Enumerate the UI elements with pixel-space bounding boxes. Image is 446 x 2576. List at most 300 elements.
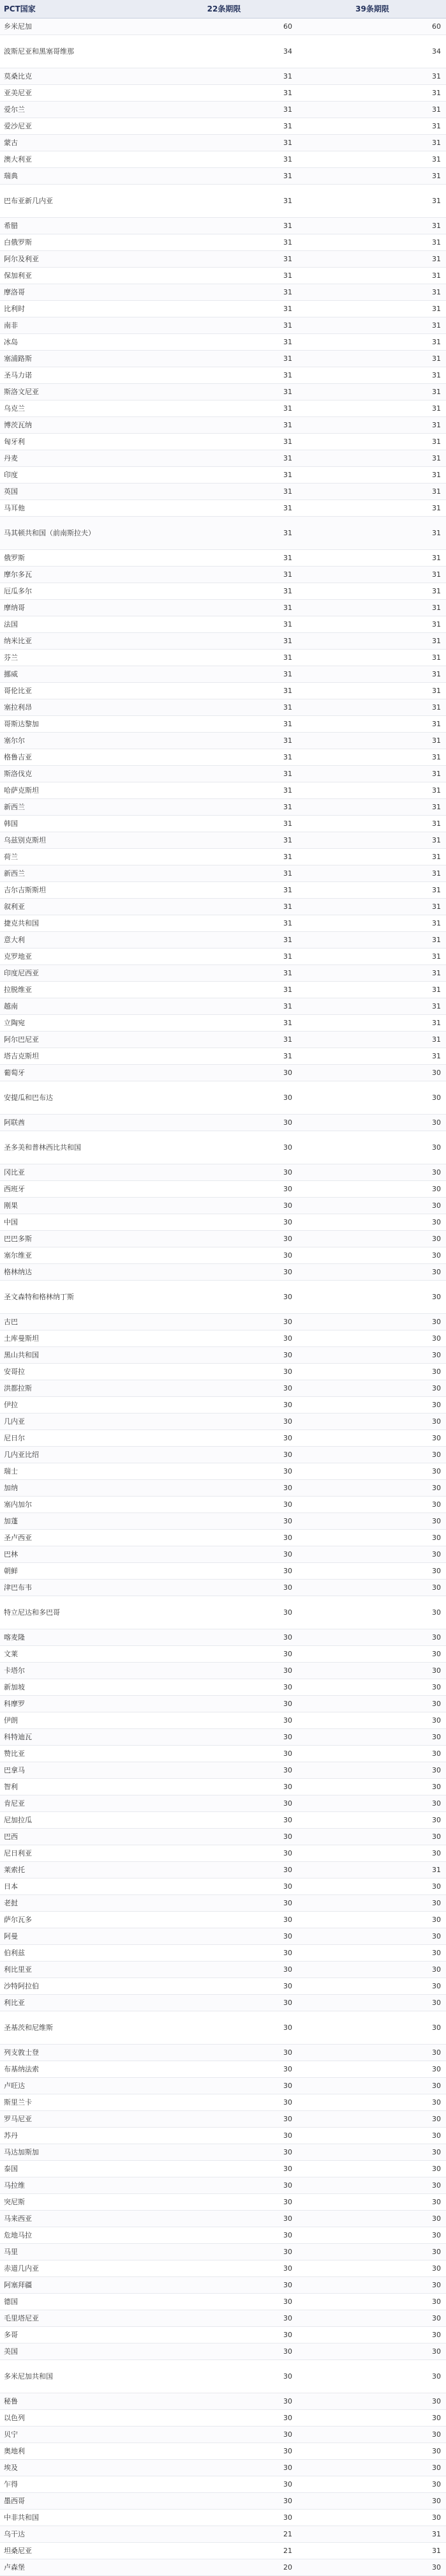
table-row — [0, 1479, 446, 1496]
article-22-deadline-cell: 30 — [283, 2131, 292, 2140]
table-row — [0, 998, 446, 1014]
article-22-deadline-cell: 31 — [283, 1035, 292, 1044]
article-22-deadline-cell: 30 — [283, 1068, 292, 1077]
country-cell: 圣文森特和格林纳丁斯 — [4, 1293, 74, 1301]
article-22-deadline-cell: 31 — [283, 885, 292, 894]
article-22-deadline-cell: 30 — [283, 2430, 292, 2439]
article-22-deadline-cell: 30 — [283, 2513, 292, 2522]
country-cell: 老挝 — [4, 1899, 18, 1907]
table-row — [0, 815, 446, 832]
article-22-deadline-cell: 30 — [283, 1533, 292, 1542]
country-cell: 博茨瓦纳 — [4, 421, 32, 429]
article-39-deadline-cell: 30 — [432, 2098, 441, 2107]
table-row — [0, 2110, 446, 2127]
country-cell: 阿联酋 — [4, 1118, 25, 1127]
article-22-deadline-cell: 31 — [283, 470, 292, 479]
article-39-deadline-cell: 31 — [432, 2546, 441, 2555]
article-39-deadline-cell: 30 — [432, 1143, 441, 1152]
table-row — [0, 350, 446, 367]
table-row — [0, 1695, 446, 1712]
country-cell: 乡米尼加 — [4, 22, 32, 31]
table-row — [0, 2127, 446, 2144]
article-39-deadline-cell: 31 — [432, 736, 441, 745]
article-39-deadline-cell: 31 — [432, 869, 441, 878]
table-row — [0, 2160, 446, 2177]
country-cell: 厄瓜多尔 — [4, 587, 32, 595]
article-22-deadline-cell: 31 — [283, 935, 292, 944]
table-row — [0, 1413, 446, 1429]
article-22-deadline-cell: 31 — [283, 171, 292, 180]
country-cell: 多哥 — [4, 2331, 18, 2339]
article-39-deadline-cell: 30 — [432, 1383, 441, 1392]
article-39-deadline-cell: 31 — [432, 1018, 441, 1027]
article-39-deadline-cell: 31 — [432, 138, 441, 147]
table-row — [0, 1579, 446, 1596]
article-22-deadline-cell: 30 — [283, 2164, 292, 2173]
table-row — [0, 1363, 446, 1380]
table-row — [0, 2359, 446, 2393]
table-row — [0, 1562, 446, 1579]
article-22-deadline-cell: 31 — [283, 786, 292, 795]
table-row — [0, 2144, 446, 2160]
table-row — [0, 1131, 446, 1164]
article-39-deadline-cell: 31 — [432, 155, 441, 164]
article-39-deadline-cell: 34 — [432, 47, 441, 56]
table-row — [0, 1944, 446, 1961]
table-row — [0, 699, 446, 715]
table-row — [0, 1463, 446, 1479]
country-cell: 白俄罗斯 — [4, 238, 32, 247]
country-cell: 斯里兰卡 — [4, 2098, 32, 2107]
article-39-deadline-cell: 31 — [432, 752, 441, 761]
table-row — [0, 964, 446, 981]
country-cell: 捷克共和国 — [4, 919, 39, 927]
table-row — [0, 1230, 446, 1247]
country-cell: 立陶宛 — [4, 1019, 25, 1027]
table-row — [0, 981, 446, 998]
table-row — [0, 2443, 446, 2459]
country-cell: 哥斯达黎加 — [4, 720, 39, 728]
article-22-deadline-cell: 30 — [283, 2197, 292, 2206]
article-39-deadline-cell: 30 — [432, 1932, 441, 1940]
article-22-deadline-cell: 30 — [283, 1367, 292, 1376]
country-cell: 苏丹 — [4, 2131, 18, 2140]
table-row — [0, 1048, 446, 1064]
article-39-deadline-cell: 60 — [432, 22, 441, 31]
country-cell: 罗马尼亚 — [4, 2115, 32, 2123]
article-39-deadline-cell: 30 — [432, 1433, 441, 1442]
table-row — [0, 317, 446, 333]
article-39-deadline-cell: 30 — [432, 1516, 441, 1525]
table-row — [0, 383, 446, 400]
article-39-deadline-cell: 30 — [432, 1898, 441, 1907]
article-39-deadline-cell: 30 — [432, 1334, 441, 1343]
table-row — [0, 1728, 446, 1745]
article-22-deadline-cell: 31 — [283, 503, 292, 512]
table-row — [0, 2193, 446, 2210]
table-row — [0, 1961, 446, 1978]
article-39-deadline-cell: 30 — [432, 2181, 441, 2190]
article-39-deadline-cell: 31 — [432, 470, 441, 479]
article-22-deadline-cell: 31 — [283, 835, 292, 844]
country-cell: 喀麦隆 — [4, 1633, 25, 1642]
table-row — [0, 1064, 446, 1081]
article-39-deadline-cell: 31 — [432, 918, 441, 927]
table-row — [0, 1496, 446, 1513]
article-22-deadline-cell: 30 — [283, 2114, 292, 2123]
country-cell: 澳大利亚 — [4, 155, 32, 164]
article-39-deadline-cell: 30 — [432, 2513, 441, 2522]
table-row — [0, 84, 446, 101]
table-row — [0, 450, 446, 466]
table-row — [0, 483, 446, 499]
article-39-deadline-cell: 30 — [432, 1732, 441, 1741]
country-cell: 巴拿马 — [4, 1766, 25, 1774]
article-22-deadline-cell: 30 — [283, 1915, 292, 1924]
article-22-deadline-cell: 31 — [283, 918, 292, 927]
article-39-deadline-cell: 30 — [432, 1716, 441, 1725]
country-cell: 安哥拉 — [4, 1368, 25, 1376]
country-cell: 哥伦比亚 — [4, 687, 32, 695]
country-cell: 比利时 — [4, 305, 25, 313]
country-cell: 萨尔瓦多 — [4, 1916, 32, 1924]
article-39-deadline-cell: 30 — [432, 2372, 441, 2381]
article-39-deadline-cell: 30 — [432, 2330, 441, 2339]
country-cell: 阿曼 — [4, 1932, 18, 1940]
table-row — [0, 666, 446, 682]
article-22-deadline-cell: 31 — [283, 238, 292, 247]
country-cell: 布基纳法索 — [4, 2065, 39, 2073]
article-39-deadline-cell: 30 — [432, 1467, 441, 1475]
article-22-deadline-cell: 30 — [283, 1483, 292, 1492]
country-cell: 洪都拉斯 — [4, 1384, 32, 1392]
article-22-deadline-cell: 31 — [283, 221, 292, 230]
article-22-deadline-cell: 31 — [283, 736, 292, 745]
article-39-deadline-cell: 30 — [432, 2413, 441, 2422]
table-row — [0, 649, 446, 666]
article-39-deadline-cell: 30 — [432, 2446, 441, 2455]
table-row — [0, 2094, 446, 2110]
country-cell: 希腊 — [4, 222, 18, 230]
country-cell: 刚果 — [4, 1201, 18, 1210]
article-39-deadline-cell: 30 — [432, 2397, 441, 2405]
article-22-deadline-cell: 31 — [283, 819, 292, 828]
country-cell: 圣基茨和尼维斯 — [4, 2023, 53, 2032]
table-row — [0, 2293, 446, 2310]
table-row — [0, 1014, 446, 1031]
country-cell: 利比里亚 — [4, 1965, 32, 1974]
article-22-deadline-cell: 30 — [283, 1433, 292, 1442]
table-row — [0, 2061, 446, 2077]
article-39-deadline-cell: 31 — [432, 88, 441, 97]
article-22-deadline-cell: 31 — [283, 703, 292, 712]
article-39-deadline-cell: 31 — [432, 802, 441, 811]
article-39-deadline-cell: 30 — [432, 1093, 441, 1102]
article-22-deadline-cell: 30 — [283, 1699, 292, 1708]
article-22-deadline-cell: 30 — [283, 2214, 292, 2223]
country-cell: 秘鲁 — [4, 2397, 18, 2405]
article-39-deadline-cell: 30 — [432, 1765, 441, 1774]
article-39-deadline-cell: 30 — [432, 2048, 441, 2057]
article-22-deadline-cell: 30 — [283, 1749, 292, 1758]
country-cell: 泰国 — [4, 2165, 18, 2173]
article-22-deadline-cell: 30 — [283, 2247, 292, 2256]
article-22-deadline-cell: 30 — [283, 1550, 292, 1559]
table-row — [0, 118, 446, 134]
table-row — [0, 1197, 446, 1214]
article-39-deadline-cell: 30 — [432, 1848, 441, 1857]
article-39-deadline-cell: 31 — [432, 703, 441, 712]
article-39-deadline-cell: 30 — [432, 1981, 441, 1990]
country-cell: 坦桑尼亚 — [4, 2547, 32, 2555]
country-cell: 斯洛伐克 — [4, 770, 32, 778]
table-row — [0, 333, 446, 350]
country-cell: 丹麦 — [4, 454, 18, 462]
article-22-deadline-cell: 30 — [283, 1682, 292, 1691]
article-39-deadline-cell: 31 — [432, 254, 441, 263]
article-22-deadline-cell: 30 — [283, 1998, 292, 2007]
article-22-deadline-cell: 30 — [283, 1948, 292, 1957]
article-39-deadline-cell: 30 — [432, 1118, 441, 1127]
country-cell: 俄罗斯 — [4, 554, 25, 562]
article-39-deadline-cell: 31 — [432, 337, 441, 346]
article-22-deadline-cell: 30 — [283, 2280, 292, 2289]
article-22-deadline-cell: 31 — [283, 620, 292, 629]
article-22-deadline-cell: 30 — [283, 1716, 292, 1725]
table-row — [0, 1280, 446, 1313]
country-cell: 利比亚 — [4, 1999, 25, 2007]
article-39-deadline-cell: 30 — [432, 1417, 441, 1426]
article-39-deadline-cell: 31 — [432, 221, 441, 230]
country-cell: 巴林 — [4, 1550, 18, 1559]
country-cell: 乌克兰 — [4, 404, 25, 413]
article-39-deadline-cell: 30 — [432, 1267, 441, 1276]
article-39-deadline-cell: 31 — [432, 404, 441, 413]
article-22-deadline-cell: 30 — [283, 2397, 292, 2405]
table-row — [0, 367, 446, 383]
table-row — [0, 2326, 446, 2343]
country-cell: 几内亚 — [4, 1417, 25, 1426]
article-22-deadline-cell: 31 — [283, 387, 292, 396]
article-39-deadline-cell: 31 — [432, 935, 441, 944]
article-39-deadline-cell: 31 — [432, 238, 441, 247]
country-cell: 科摩罗 — [4, 1700, 25, 1708]
table-row — [0, 1114, 446, 1131]
article-22-deadline-cell: 30 — [283, 1583, 292, 1592]
article-39-deadline-cell: 30 — [432, 1168, 441, 1177]
table-row — [0, 151, 446, 167]
article-39-deadline-cell: 30 — [432, 1450, 441, 1459]
country-cell: 文莱 — [4, 1650, 18, 1658]
article-39-deadline-cell: 30 — [432, 1666, 441, 1675]
table-row — [0, 931, 446, 948]
table-row — [0, 1546, 446, 1562]
table-row — [0, 1263, 446, 1280]
table-row — [0, 1396, 446, 1413]
article-22-deadline-cell: 30 — [283, 1666, 292, 1675]
table-row — [0, 2426, 446, 2443]
country-cell: 古巴 — [4, 1318, 18, 1326]
country-cell: 新西兰 — [4, 869, 25, 878]
article-22-deadline-cell: 30 — [283, 1865, 292, 1874]
article-39-deadline-cell: 31 — [432, 2529, 441, 2538]
article-22-deadline-cell: 31 — [283, 686, 292, 695]
article-22-deadline-cell: 30 — [283, 1832, 292, 1841]
article-22-deadline-cell: 30 — [283, 1292, 292, 1301]
country-cell: 墨西哥 — [4, 2497, 25, 2505]
article-22-deadline-cell: 30 — [283, 1267, 292, 1276]
article-22-deadline-cell: 30 — [283, 1932, 292, 1940]
country-cell: 朝鲜 — [4, 1567, 18, 1575]
table-row — [0, 1380, 446, 1396]
country-cell: 新西兰 — [4, 803, 25, 811]
article-22-deadline-cell: 30 — [283, 1334, 292, 1343]
table-row — [0, 2077, 446, 2094]
article-39-deadline-cell: 30 — [432, 2297, 441, 2306]
article-39-deadline-cell: 30 — [432, 2164, 441, 2173]
article-22-deadline-cell: 30 — [283, 1350, 292, 1359]
table-row — [0, 2044, 446, 2061]
country-cell: 保加利亚 — [4, 271, 32, 280]
article-39-deadline-cell: 31 — [432, 354, 441, 363]
table-row — [0, 632, 446, 649]
article-22-deadline-cell: 31 — [283, 121, 292, 130]
article-39-deadline-cell: 31 — [432, 885, 441, 894]
table-row — [0, 1180, 446, 1197]
table-row — [0, 267, 446, 284]
article-22-deadline-cell: 31 — [283, 869, 292, 878]
article-39-deadline-cell: 31 — [432, 952, 441, 961]
article-22-deadline-cell: 30 — [283, 2372, 292, 2381]
country-cell: 越南 — [4, 1002, 18, 1010]
table-row — [0, 1745, 446, 1762]
article-39-deadline-cell: 31 — [432, 304, 441, 313]
table-row — [0, 184, 446, 217]
article-22-deadline-cell: 31 — [283, 669, 292, 678]
country-cell: 印度 — [4, 471, 18, 479]
article-22-deadline-cell: 30 — [283, 2297, 292, 2306]
country-cell: 亚美尼亚 — [4, 89, 32, 97]
article-39-deadline-cell: 31 — [432, 196, 441, 205]
table-row — [0, 416, 446, 433]
country-cell: 塞浦路斯 — [4, 354, 32, 363]
table-row — [0, 848, 446, 865]
table-row — [0, 732, 446, 749]
country-cell: 意大利 — [4, 936, 25, 944]
article-22-deadline-cell: 30 — [283, 1201, 292, 1210]
article-22-deadline-cell: 31 — [283, 1002, 292, 1010]
article-22-deadline-cell: 30 — [283, 1467, 292, 1475]
article-22-deadline-cell: 30 — [283, 1608, 292, 1617]
article-22-deadline-cell: 30 — [283, 2264, 292, 2273]
article-22-deadline-cell: 31 — [283, 287, 292, 296]
table-row — [0, 1513, 446, 1529]
article-39-deadline-cell: 31 — [432, 287, 441, 296]
article-39-deadline-cell: 30 — [432, 1832, 441, 1841]
country-cell: 瑞典 — [4, 172, 18, 180]
article-22-deadline-cell: 34 — [283, 47, 292, 56]
table-row — [0, 2227, 446, 2243]
country-cell: 圣多美和普林西比共和国 — [4, 1143, 81, 1152]
table-row — [0, 466, 446, 483]
table-row — [0, 1778, 446, 1795]
country-cell: 拉脱维亚 — [4, 986, 32, 994]
table-row — [0, 2492, 446, 2509]
table-row — [0, 1214, 446, 1230]
article-39-deadline-cell: 30 — [432, 1217, 441, 1226]
article-22-deadline-cell: 31 — [283, 321, 292, 330]
article-39-deadline-cell: 30 — [432, 1799, 441, 1808]
article-39-deadline-cell: 31 — [432, 271, 441, 280]
table-row — [0, 549, 446, 566]
article-22-deadline-cell: 31 — [283, 437, 292, 446]
table-row — [0, 234, 446, 250]
article-39-deadline-cell: 31 — [432, 786, 441, 795]
country-cell: 列支敦士登 — [4, 2048, 39, 2057]
country-cell: 卡塔尔 — [4, 1666, 25, 1675]
article-39-deadline-cell: 30 — [432, 1882, 441, 1891]
article-39-deadline-cell: 30 — [432, 1292, 441, 1301]
country-cell: 中非共和国 — [4, 2513, 39, 2522]
article-22-deadline-cell: 31 — [283, 72, 292, 80]
article-22-deadline-cell: 30 — [283, 1965, 292, 1974]
article-39-deadline-cell: 30 — [432, 1782, 441, 1791]
article-39-deadline-cell: 31 — [432, 420, 441, 429]
country-cell: 马里 — [4, 2248, 18, 2256]
country-cell: 科特迪瓦 — [4, 1733, 32, 1741]
table-row — [0, 1978, 446, 1994]
article-22-deadline-cell: 31 — [283, 88, 292, 97]
table-row — [0, 1828, 446, 1845]
article-22-deadline-cell: 30 — [283, 2347, 292, 2356]
country-cell: 马达加斯加 — [4, 2148, 39, 2156]
table-row — [0, 284, 446, 300]
article-39-deadline-cell: 30 — [432, 1566, 441, 1575]
table-body — [0, 18, 446, 2575]
article-39-deadline-cell: 30 — [432, 1682, 441, 1691]
article-22-deadline-cell: 30 — [283, 2098, 292, 2107]
article-39-deadline-cell: 31 — [432, 985, 441, 994]
table-row — [0, 1679, 446, 1695]
country-cell: 葡萄牙 — [4, 1069, 25, 1077]
article-22-deadline-cell: 31 — [283, 603, 292, 612]
table-row — [0, 1629, 446, 1645]
article-22-deadline-cell: 21 — [283, 2529, 292, 2538]
country-cell: 摩洛哥 — [4, 288, 25, 296]
country-cell: 尼日利亚 — [4, 1849, 32, 1857]
article-39-deadline-cell: 30 — [432, 1649, 441, 1658]
table-row — [0, 1446, 446, 1463]
country-cell: 加纳 — [4, 1484, 18, 1492]
article-22-deadline-cell: 30 — [283, 2446, 292, 2455]
country-cell: 特立尼达和多巴哥 — [4, 1608, 60, 1617]
country-cell: 突尼斯 — [4, 2198, 25, 2206]
article-39-deadline-cell: 30 — [432, 2480, 441, 2488]
table-row — [0, 400, 446, 416]
table-row — [0, 2393, 446, 2409]
article-39-deadline-cell: 31 — [432, 1002, 441, 1010]
table-row — [0, 881, 446, 898]
table-row — [0, 2276, 446, 2293]
country-cell: 圣马力诺 — [4, 371, 32, 379]
article-22-deadline-cell: 30 — [283, 2413, 292, 2422]
country-cell: 摩尔多瓦 — [4, 570, 32, 579]
article-22-deadline-cell: 20 — [283, 2563, 292, 2572]
table-row — [0, 300, 446, 317]
country-cell: 克罗地亚 — [4, 952, 32, 961]
article-22-deadline-cell: 30 — [283, 2147, 292, 2156]
header-article-39-deadline: 39条期限 — [299, 0, 446, 18]
